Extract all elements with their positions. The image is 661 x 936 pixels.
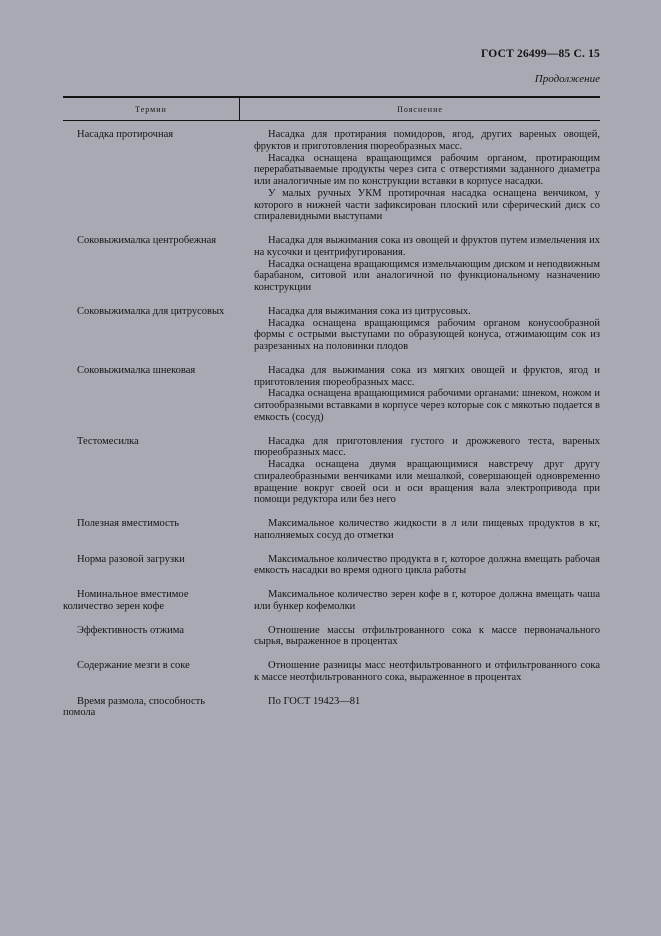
explanation-cell <box>240 235 600 294</box>
term-text: Норма разовой загрузки <box>77 553 185 565</box>
table-row <box>63 696 600 720</box>
table-row <box>63 518 600 542</box>
explanation-paragraph: Насадка оснащена двумя вращающимися навстречу друг другу спиралеобразными венчиками или мешалкой, совершающей одновременно вращение вокруг своей оси и оси вращения вала электропривода при помощи редуктора или без него <box>254 459 600 506</box>
explanation-cell <box>240 696 600 720</box>
table-row <box>63 235 600 294</box>
table-row <box>63 306 600 353</box>
term-cell <box>63 660 240 684</box>
term-cell <box>63 129 240 223</box>
explanation-cell <box>240 365 600 424</box>
term-cell <box>63 436 240 507</box>
term-text: Тестомесилка <box>77 435 139 447</box>
continuation-label: Продолжение <box>534 73 600 85</box>
table-row <box>63 436 600 507</box>
explanation-cell <box>240 589 600 613</box>
term-text: Соковыжималка для цитрусовых <box>77 305 225 317</box>
table-body <box>63 121 600 719</box>
term-cell <box>63 625 240 649</box>
table-header-row <box>63 96 600 121</box>
explanation-cell <box>240 660 600 684</box>
term-cell <box>63 365 240 424</box>
term-cell <box>63 235 240 294</box>
explanation-paragraph: Максимальное количество продукта в г, которое должна вмещать рабочая емкость насадки во время одного цикла работы <box>254 553 600 577</box>
column-header-term: Термин <box>63 98 240 120</box>
term-text: Эффективность отжима <box>77 624 184 636</box>
column-header-explanation: Пояснение <box>397 105 443 114</box>
explanation-paragraph: Отношение разницы масс неотфильтрованного и отфильтрованного сока к массе неотфильтрованного сока, выраженное в процентах <box>254 660 600 683</box>
terms-table <box>63 96 600 731</box>
explanation-paragraph: Насадка для протирания помидоров, ягод, других вареных овощей, фруктов и приготовления пюреобразных масс. <box>254 129 600 152</box>
explanation-paragraph: Насадка для выжимания сока из цитрусовых. <box>268 305 471 317</box>
explanation-paragraph: Отношение массы отфильтрованного сока к массе первоначального сырья, выраженное в процентах <box>254 624 600 648</box>
explanation-cell <box>240 306 600 353</box>
table-row <box>63 625 600 649</box>
explanation-cell <box>240 554 600 578</box>
term-text: Соковыжималка центробежная <box>77 235 217 246</box>
explanation-cell <box>240 625 600 649</box>
doc-header <box>63 48 600 85</box>
explanation-paragraph: Максимальное количество жидкости в л или пищевых продуктов в кг, наполняемых сосуд до отметки <box>254 518 600 541</box>
term-text: Время размола, способность помола <box>63 695 206 719</box>
explanation-cell <box>240 129 600 223</box>
term-cell <box>63 696 240 720</box>
explanation-paragraph: Насадка оснащена вращающимся рабочим органом конусообразной формы с острыми выступами по образующей конуса, отжимающим сок из разрезанных на половинки плодов <box>254 317 600 352</box>
explanation-paragraph: Максимальное количество зерен кофе в г, которое должна вмещать чаша или бункер кофемолки <box>254 589 600 612</box>
table-row <box>63 365 600 424</box>
term-cell <box>63 306 240 353</box>
term-text: Полезная вместимость <box>77 518 180 529</box>
table-row <box>63 129 600 223</box>
explanation-paragraph: Насадка оснащена вращающимся рабочим органом, протирающим перерабатываемые продукты через сита с отверстиями заданного диаметра или аналогичные им по конструкции вставки в корпусе насадки. <box>254 152 600 187</box>
term-text: Соковыжималка шнековая <box>77 364 196 376</box>
explanation-paragraph: У малых ручных УКМ протирочная насадка оснащена венчиком, у которого в нижней части зафиксирован плоский или сферический диск со спиралевидными выступами <box>254 187 600 223</box>
table-row <box>63 589 600 613</box>
explanation-paragraph: Насадка для приготовления густого и дрожжевого теста, вареных пюреобразных масс. <box>254 435 600 459</box>
explanation-paragraph: По ГОСТ 19423—81 <box>268 695 361 707</box>
gost-number: ГОСТ 26499—85 С. 15 <box>481 48 600 60</box>
term-cell <box>63 518 240 542</box>
explanation-cell <box>240 518 600 542</box>
explanation-cell <box>240 436 600 507</box>
explanation-paragraph: Насадка оснащена вращающимся измельчающим диском и неподвижным барабаном, ситовой или аналогичной по функциональному назначению конструкции <box>254 258 600 293</box>
term-cell <box>63 554 240 578</box>
term-text: Номинальное вместимое количество зерен кофе <box>63 589 189 612</box>
explanation-paragraph: Насадка для выжимания сока из овощей и фруктов путем измельчения их на кусочки и центрифугирования. <box>254 235 600 258</box>
table-row <box>63 554 600 578</box>
table-row <box>63 660 600 684</box>
explanation-paragraph: Насадка оснащена вращающимися рабочими органами: шнеком, ножом и ситообразными вставками в корпусе через которые сок с мякотью подается в емкость (сосуд) <box>254 388 600 423</box>
term-text: Содержание мезги в соке <box>77 660 190 671</box>
explanation-paragraph: Насадка для выжимания сока из мягких овощей и фруктов, ягод и приготовления пюреобразных масс. <box>254 364 600 388</box>
term-cell <box>63 589 240 613</box>
term-text: Насадка протирочная <box>77 129 174 140</box>
